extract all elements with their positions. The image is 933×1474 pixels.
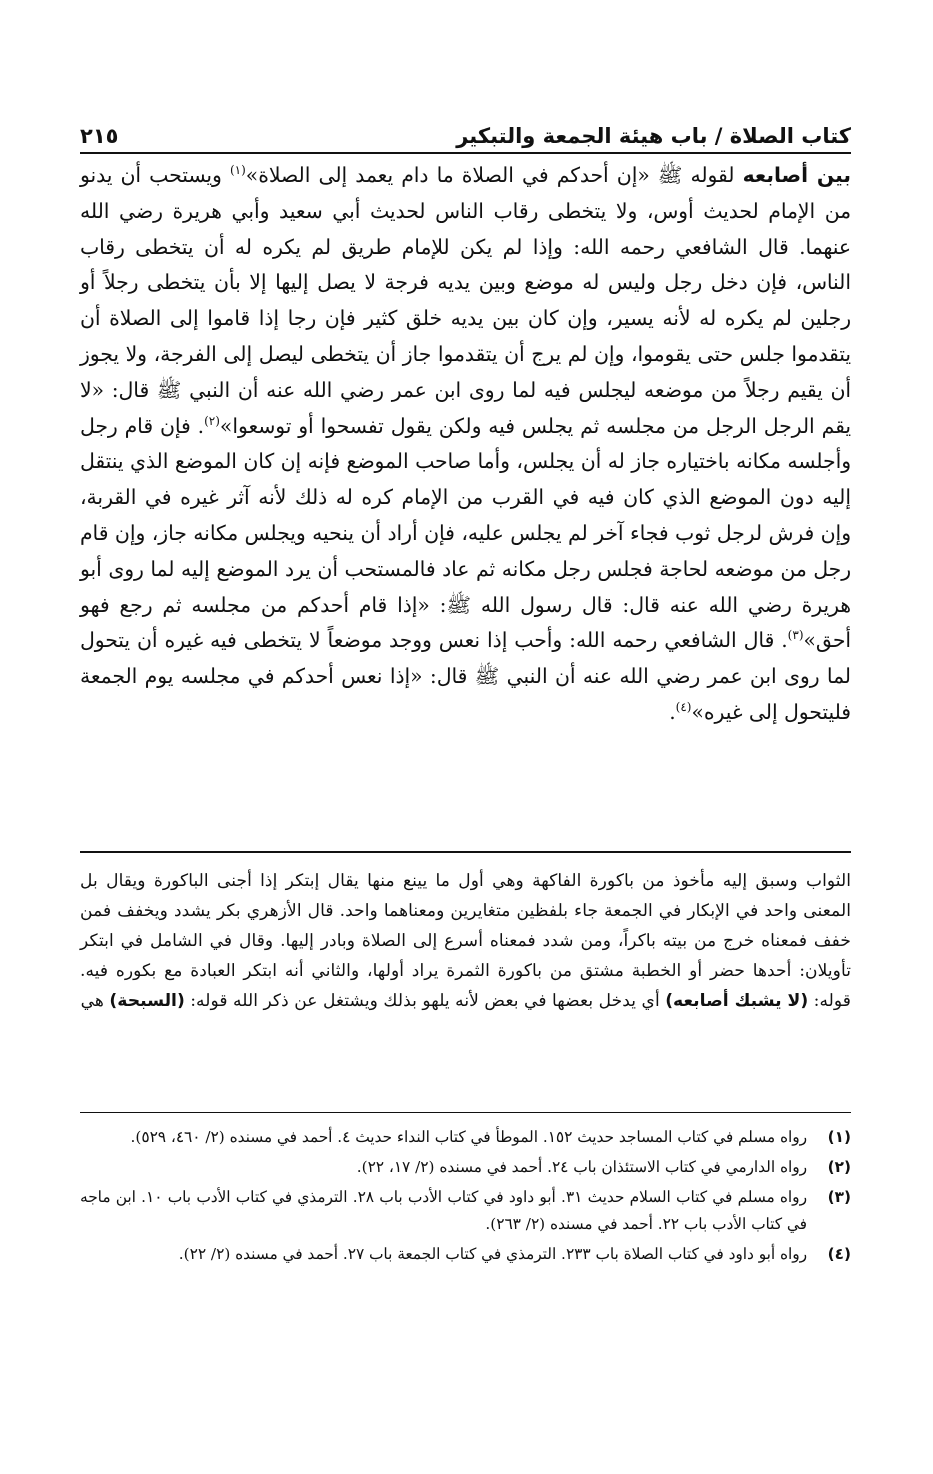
footnote-ref-3: (٣): [787, 628, 804, 643]
footnote-number: (١): [827, 1128, 851, 1146]
footnote-ref-4: (٤): [675, 700, 692, 715]
footnotes-list: [80, 1124, 851, 1271]
chapter-title: كتاب الصلاة / باب هيئة الجمعة والتبكير: [456, 124, 851, 148]
footnote-ref-2: (٢): [204, 413, 220, 428]
page-number: ٢١٥: [80, 124, 119, 148]
commentary-text: [80, 866, 851, 1016]
footnote-text: رواه مسلم في كتاب السلام حديث ٣١. أبو داود في كتاب الأدب باب ٢٨. الترمذي في كتاب الأدب باب ١٠. ابن ماجه في كتاب الأدب باب ٢٢. أحمد في مسنده (٢/ ٢٦٣).: [80, 1188, 807, 1233]
running-header: [80, 112, 851, 154]
footnote-item: [80, 1124, 851, 1151]
footnote-item: [80, 1241, 851, 1268]
footnote-item: [80, 1184, 851, 1238]
commentary-bold-a: (لا يشبك أصابعه): [665, 991, 809, 1011]
footnote-number: (٤): [827, 1245, 851, 1263]
footnote-item: [80, 1154, 851, 1181]
main-opening-bold: بين أصابعه: [742, 163, 851, 187]
main-text-c: . فإن قام رجل وأجلسه مكانه باختياره جاز له أن يجلس، وأما صاحب الموضع فإنه إن كان الموضع الذي ينتقل إليه دون الموضع الذي كان فيه في القرب من الإمام كره له ذلك لأنه آثر غيره في القربة، وإن فرش لرجل ثوب فجاء آخر لم يجلس عليه، فإن أراد أن ينحيه ويجلس مكانه جاز، وإن قام رجل من موضعه لحاجة فجلس رجل مكانه ثم عاد فالمستحب أن يرد الموضع إليه لما روى أبو هريرة رضي الله عنه قال: قال رسول الله ﷺ: «إذا قام أحدكم من مجلسه ثم رجع فهو أحق»: [80, 413, 851, 653]
footnote-number: (٢): [827, 1158, 851, 1176]
footnote-text: رواه مسلم في كتاب المساجد حديث ١٥٢. الموطأ في كتاب النداء حديث ٤. أحمد في مسنده (٢/ ٤٦٠، ٥٢٩).: [130, 1128, 807, 1146]
commentary-divider: [80, 851, 851, 853]
main-text-e: .: [669, 699, 676, 724]
main-text-a: لقوله ﷺ «إن أحدكم في الصلاة ما دام يعمد إلى الصلاة»: [245, 163, 743, 187]
footnote-text: رواه أبو داود في كتاب الصلاة باب ٢٣٣. الترمذي في كتاب الجمعة باب ٢٧. أحمد في مسنده (٢/ ٢٢).: [178, 1245, 807, 1263]
main-text-d: . قال الشافعي رحمه الله: وأحب إذا نعس ووجد موضعاً لا يتخطى فيه غيره أن يتحول لما روى ابن عمر رضي الله عنه أن النبي ﷺ قال: «إذا نعس أحدكم في مجلسه يوم الجمعة فليتحول إلى غيره»: [80, 628, 851, 724]
commentary-text-a: الثواب وسبق إليه مأخوذ من باكورة الفاكهة وهي أول ما يينع منها يقال إبتكر إذا أجنى الباكورة ويقال بل المعنى واحد في الإبكار في الجمعة جاء بلفظين متغايرين ومعناهما واحد. قال الأزهري بكر يشدد ويخفف فمن خفف فمعناه خرج من بيته باكراً، ومن شدد فمعناه أسرع إلى الصلاة وبادر إليها. وقال في الشامل في ابتكر تأويلان: أحدها حضر أو الخطبة مشتق من باكورة الثمرة يراد أولها، والثاني أنه ابتكر العبادة مع بكوره فيه. قوله:: [80, 871, 851, 1011]
commentary-text-c: هي: [80, 991, 110, 1011]
footnote-text: رواه الدارمي في كتاب الاستئذان باب ٢٤. أحمد في مسنده (٢/ ١٧، ٢٢).: [356, 1158, 807, 1176]
footnotes-divider: [80, 1112, 851, 1113]
commentary-text-b: أي يدخل بعضها في بعض لأنه يلهو بذلك ويشتغل عن ذكر الله قوله:: [184, 991, 666, 1011]
main-text-b: ويستحب أن يدنو من الإمام لحديث أوس، ولا يتخطى رقاب الناس لحديث أبي سعيد وأبي هريرة رضي الله عنهما. قال الشافعي رحمه الله: وإذا لم يكن للإمام طريق لم يكره له أن يتخطى رقاب الناس، فإن دخل رجل وليس له موضع وبين يديه فرجة لا يصل إليها إلا بأن يتخطى رجلاً أو رجلين لم يكره له لأنه يسير، وإن كان بين يديه خلق كثير فإن رجا إذا قاموا إلى الصلاة أن يتقدموا جلس حتى يقوموا، وإن لم يرج أن يتقدموا جاز أن يتخطى ليصل إلى الفرجة، ولا يجوز أن يقيم رجلاً من موضعه ليجلس فيه لما روى ابن عمر رضي الله عنه أن النبي ﷺ قال: «لا يقم الرجل الرجل من مجلسه ثم يجلس فيه ولكن يقول تفسحوا أو توسعوا»: [80, 163, 851, 438]
footnote-number: (٣): [827, 1188, 851, 1206]
footnote-ref-1: (١): [229, 163, 246, 178]
commentary-bold-b: (السبحة): [109, 991, 185, 1011]
main-text: [80, 158, 851, 731]
